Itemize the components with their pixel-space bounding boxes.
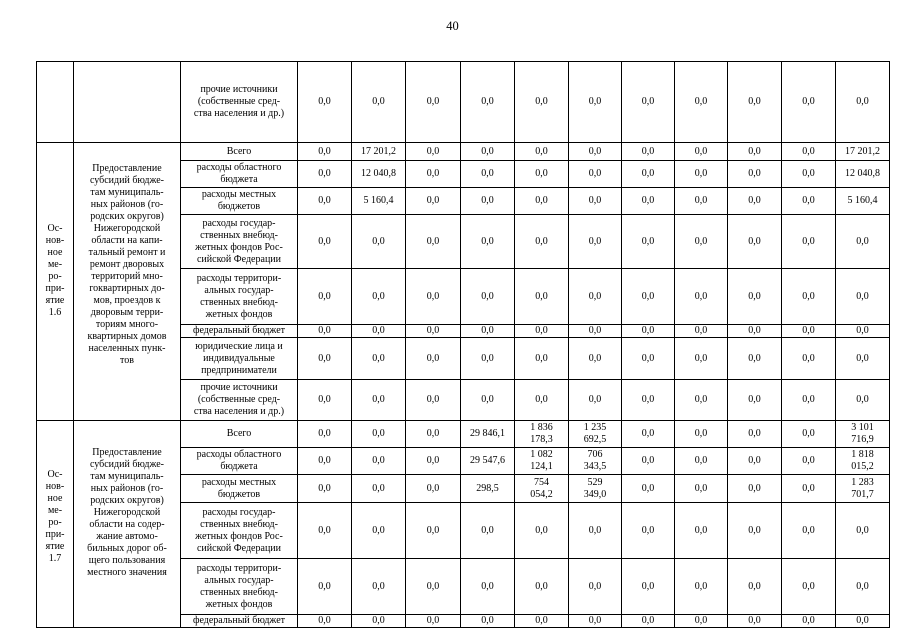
value-cell: 0,0 (569, 269, 622, 325)
value-cell: 0,0 (782, 188, 836, 215)
value-cell: 5 160,4 (352, 188, 406, 215)
value-cell: 0,0 (782, 448, 836, 475)
value-cell: 0,0 (461, 188, 515, 215)
value-cell: 0,0 (515, 338, 569, 380)
value-cell: 0,0 (728, 215, 782, 269)
value-cell: 0,0 (461, 215, 515, 269)
value-cell: 0,0 (836, 338, 890, 380)
table-row (37, 143, 890, 161)
value-cell: 0,0 (298, 143, 352, 161)
value-cell: 0,0 (782, 325, 836, 338)
value-cell: 0,0 (298, 325, 352, 338)
funding-source-cell: расходы областного бюджета (181, 161, 298, 188)
value-cell: 0,0 (569, 143, 622, 161)
value-cell: 0,0 (782, 503, 836, 559)
value-cell: 0,0 (569, 503, 622, 559)
value-cell: 17 201,2 (352, 143, 406, 161)
value-cell: 0,0 (675, 143, 728, 161)
value-cell: 0,0 (782, 215, 836, 269)
value-cell: 1 082 124,1 (515, 448, 569, 475)
value-cell: 1 818 015,2 (836, 448, 890, 475)
value-cell: 0,0 (406, 448, 461, 475)
value-cell: 0,0 (622, 269, 675, 325)
value-cell: 754 054,2 (515, 475, 569, 503)
value-cell: 0,0 (836, 215, 890, 269)
value-cell: 0,0 (782, 475, 836, 503)
value-cell: 0,0 (569, 615, 622, 628)
funding-source-cell: федеральный бюджет (181, 615, 298, 628)
value-cell: 0,0 (461, 269, 515, 325)
value-cell: 706 343,5 (569, 448, 622, 475)
table-row (37, 421, 890, 448)
value-cell: 0,0 (782, 421, 836, 448)
measure-cell (37, 62, 74, 143)
value-cell: 3 101 716,9 (836, 421, 890, 448)
value-cell: 0,0 (622, 143, 675, 161)
value-cell: 0,0 (298, 559, 352, 615)
value-cell: 0,0 (352, 325, 406, 338)
value-cell: 0,0 (622, 503, 675, 559)
value-cell: 0,0 (622, 338, 675, 380)
value-cell: 0,0 (728, 325, 782, 338)
value-cell: 0,0 (569, 325, 622, 338)
value-cell: 0,0 (782, 380, 836, 421)
value-cell: 0,0 (461, 615, 515, 628)
value-cell: 0,0 (352, 62, 406, 143)
measure-cell: Ос- нов- ное ме- ро- при- ятие 1.6 (37, 143, 74, 421)
value-cell: 0,0 (622, 161, 675, 188)
value-cell: 0,0 (728, 615, 782, 628)
value-cell: 0,0 (622, 559, 675, 615)
value-cell: 29 846,1 (461, 421, 515, 448)
value-cell: 0,0 (406, 269, 461, 325)
value-cell: 0,0 (298, 338, 352, 380)
value-cell: 0,0 (461, 559, 515, 615)
value-cell: 0,0 (406, 338, 461, 380)
value-cell: 0,0 (622, 421, 675, 448)
value-cell: 12 040,8 (352, 161, 406, 188)
description-cell: Предоставление субсидий бюдже- там муниципаль- ных районов (го- родских округов) Нижегородской области на капи- тальный ремонт и ремонт дворовых территорий мно- гоквартирных до- мов, проездов к дворовым терри- ториям многo- квартирных домов населенных пунк- тов (74, 143, 181, 421)
funding-source-cell: расходы местных бюджетов (181, 188, 298, 215)
value-cell: 0,0 (352, 338, 406, 380)
value-cell: 0,0 (406, 188, 461, 215)
value-cell: 0,0 (461, 503, 515, 559)
value-cell: 0,0 (782, 338, 836, 380)
value-cell: 0,0 (675, 615, 728, 628)
value-cell: 0,0 (836, 559, 890, 615)
value-cell: 0,0 (352, 475, 406, 503)
value-cell: 0,0 (622, 325, 675, 338)
value-cell: 0,0 (515, 161, 569, 188)
value-cell: 0,0 (352, 421, 406, 448)
value-cell: 0,0 (406, 380, 461, 421)
value-cell: 0,0 (675, 448, 728, 475)
value-cell: 0,0 (728, 62, 782, 143)
value-cell: 0,0 (782, 62, 836, 143)
value-cell: 0,0 (515, 559, 569, 615)
value-cell: 0,0 (728, 188, 782, 215)
value-cell: 0,0 (675, 380, 728, 421)
value-cell: 529 349,0 (569, 475, 622, 503)
page-number: 40 (446, 19, 459, 33)
value-cell: 0,0 (298, 421, 352, 448)
value-cell: 0,0 (622, 475, 675, 503)
value-cell: 0,0 (352, 615, 406, 628)
value-cell: 0,0 (569, 62, 622, 143)
funding-source-cell: расходы местных бюджетов (181, 475, 298, 503)
value-cell: 1 836 178,3 (515, 421, 569, 448)
value-cell: 0,0 (675, 215, 728, 269)
value-cell: 0,0 (836, 325, 890, 338)
value-cell: 0,0 (675, 269, 728, 325)
funding-source-cell: расходы территори- альных государ- ственных внебюд- жетных фондов (181, 559, 298, 615)
value-cell: 0,0 (728, 161, 782, 188)
value-cell: 0,0 (836, 380, 890, 421)
value-cell: 0,0 (782, 161, 836, 188)
value-cell: 29 547,6 (461, 448, 515, 475)
value-cell: 0,0 (622, 448, 675, 475)
value-cell: 0,0 (782, 559, 836, 615)
description-cell: Предоставление субсидий бюдже- там муниципаль- ных районов (го- родских округов) Нижегородской области на содер- жание автомо- бильных дорог об- щего пользования местного значения (74, 421, 181, 628)
funding-source-cell: расходы областного бюджета (181, 448, 298, 475)
value-cell: 0,0 (728, 143, 782, 161)
value-cell: 0,0 (406, 475, 461, 503)
value-cell: 0,0 (728, 269, 782, 325)
value-cell: 0,0 (675, 188, 728, 215)
value-cell: 0,0 (515, 380, 569, 421)
funding-source-cell: прочие источники (собственные сред- ства населения и др.) (181, 380, 298, 421)
value-cell: 0,0 (515, 188, 569, 215)
value-cell: 0,0 (569, 559, 622, 615)
value-cell: 0,0 (622, 215, 675, 269)
value-cell: 0,0 (352, 380, 406, 421)
value-cell: 0,0 (675, 338, 728, 380)
value-cell: 0,0 (515, 143, 569, 161)
value-cell: 0,0 (515, 215, 569, 269)
value-cell: 0,0 (298, 475, 352, 503)
value-cell: 0,0 (298, 448, 352, 475)
value-cell: 0,0 (728, 503, 782, 559)
funding-source-cell: расходы государ- ственных внебюд- жетных фондов Рос- сийской Федерации (181, 215, 298, 269)
value-cell: 0,0 (298, 161, 352, 188)
funding-source-cell: расходы государ- ственных внебюд- жетных фондов Рос- сийской Федерации (181, 503, 298, 559)
funding-source-cell: федеральный бюджет (181, 325, 298, 338)
value-cell: 0,0 (728, 475, 782, 503)
funding-source-cell: Всего (181, 143, 298, 161)
value-cell: 0,0 (406, 503, 461, 559)
value-cell: 298,5 (461, 475, 515, 503)
value-cell: 0,0 (352, 503, 406, 559)
value-cell: 0,0 (406, 62, 461, 143)
value-cell: 0,0 (406, 421, 461, 448)
value-cell: 0,0 (569, 215, 622, 269)
value-cell: 0,0 (461, 380, 515, 421)
value-cell: 0,0 (461, 338, 515, 380)
value-cell: 0,0 (406, 143, 461, 161)
value-cell: 0,0 (515, 325, 569, 338)
value-cell: 0,0 (352, 269, 406, 325)
value-cell: 0,0 (298, 215, 352, 269)
value-cell: 0,0 (298, 188, 352, 215)
value-cell: 0,0 (569, 338, 622, 380)
value-cell: 0,0 (515, 615, 569, 628)
value-cell: 0,0 (461, 62, 515, 143)
value-cell: 0,0 (298, 380, 352, 421)
measure-cell: Ос- нов- ное ме- ро- при- ятие 1.7 (37, 421, 74, 628)
value-cell: 0,0 (782, 143, 836, 161)
value-cell: 0,0 (622, 62, 675, 143)
value-cell: 0,0 (728, 559, 782, 615)
value-cell: 1 283 701,7 (836, 475, 890, 503)
value-cell: 0,0 (675, 559, 728, 615)
value-cell: 0,0 (836, 503, 890, 559)
value-cell: 0,0 (298, 62, 352, 143)
value-cell: 0,0 (515, 503, 569, 559)
value-cell: 0,0 (622, 380, 675, 421)
value-cell: 0,0 (515, 269, 569, 325)
value-cell: 12 040,8 (836, 161, 890, 188)
value-cell: 0,0 (675, 421, 728, 448)
value-cell: 0,0 (675, 503, 728, 559)
value-cell: 0,0 (569, 380, 622, 421)
value-cell: 5 160,4 (836, 188, 890, 215)
value-cell: 0,0 (406, 325, 461, 338)
value-cell: 0,0 (675, 161, 728, 188)
table-body (37, 62, 890, 628)
value-cell: 0,0 (352, 215, 406, 269)
value-cell: 0,0 (406, 615, 461, 628)
value-cell: 0,0 (675, 62, 728, 143)
value-cell: 0,0 (298, 615, 352, 628)
value-cell: 0,0 (461, 325, 515, 338)
value-cell: 0,0 (515, 62, 569, 143)
value-cell: 0,0 (728, 380, 782, 421)
value-cell: 0,0 (406, 161, 461, 188)
value-cell: 0,0 (675, 325, 728, 338)
value-cell: 0,0 (569, 161, 622, 188)
value-cell: 0,0 (728, 338, 782, 380)
value-cell: 0,0 (569, 188, 622, 215)
table-row (37, 62, 890, 143)
funding-source-cell: расходы территори- альных государ- ственных внебюд- жетных фондов (181, 269, 298, 325)
value-cell: 0,0 (728, 448, 782, 475)
value-cell: 0,0 (461, 161, 515, 188)
value-cell: 0,0 (782, 615, 836, 628)
value-cell: 0,0 (406, 559, 461, 615)
value-cell: 0,0 (298, 269, 352, 325)
value-cell: 0,0 (675, 475, 728, 503)
value-cell: 0,0 (622, 615, 675, 628)
value-cell: 0,0 (406, 215, 461, 269)
value-cell: 0,0 (298, 503, 352, 559)
value-cell: 0,0 (836, 62, 890, 143)
value-cell: 0,0 (461, 143, 515, 161)
value-cell: 0,0 (352, 448, 406, 475)
value-cell: 0,0 (622, 188, 675, 215)
value-cell: 0,0 (836, 615, 890, 628)
funding-source-cell: Всего (181, 421, 298, 448)
funding-source-cell: юридические лица и индивидуальные предприниматели (181, 338, 298, 380)
funding-source-cell: прочие источники (собственные сред- ства населения и др.) (181, 62, 298, 143)
description-cell (74, 62, 181, 143)
value-cell: 0,0 (836, 269, 890, 325)
value-cell: 1 235 692,5 (569, 421, 622, 448)
value-cell: 0,0 (728, 421, 782, 448)
value-cell: 17 201,2 (836, 143, 890, 161)
value-cell: 0,0 (782, 269, 836, 325)
value-cell: 0,0 (352, 559, 406, 615)
budget-table (36, 61, 890, 628)
